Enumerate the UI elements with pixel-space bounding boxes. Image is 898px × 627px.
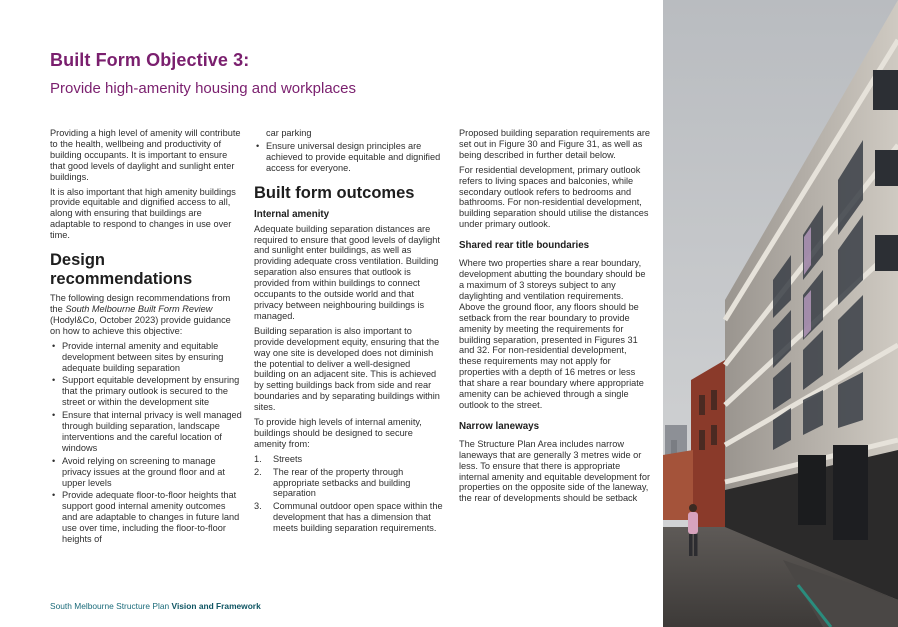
list-item bbox=[254, 467, 444, 500]
list-item: • Ensure that internal privacy is well managed through building separation, landscape interventions and the careful location of windows bbox=[50, 410, 242, 454]
shared-boundaries-paragraph: Where two properties share a rear boundary, development abutting the boundary should be a maximum of 3 storeys subject to any daylighting and ventilation requirements. Above the ground floor, any floors should be setback from the rear boundary to provide amenity by meeting the requirements for building separation, presented in Figures 31 and 32. For non-residential development, these requirements may not apply for properties with a depth of 16 metres or less that share a rear boundary where appropriate amenity can be achieved through a single outlook to the street. bbox=[459, 258, 646, 410]
list-item: • Support equitable development by ensuring that the primary outlook is secured to the street or within the development site bbox=[50, 375, 242, 408]
design-intro-text-end: (Hodyl&Co, October 2023) provide guidance on how to achieve this objective: bbox=[50, 314, 231, 336]
page-title: Built Form Objective 3: bbox=[50, 50, 250, 70]
page-subtitle: Provide high-amenity housing and workplaces bbox=[50, 80, 357, 97]
column-1 bbox=[50, 128, 242, 549]
shared-rear-title-boundaries-heading: Shared rear title boundaries bbox=[459, 240, 590, 252]
list-item-text: Streets bbox=[273, 453, 303, 464]
separation-paragraph-2: For residential development, primary outlook refers to living spaces and balconies, while secondary outlook refers to bedrooms and bathrooms. For non-residential development, building separation should utilise the distances under primary outlook. bbox=[459, 164, 649, 230]
list-item bbox=[254, 501, 444, 534]
universal-design-list bbox=[254, 141, 444, 174]
design-intro-reference: South Melbourne Built Form Review bbox=[65, 303, 213, 314]
list-item: • Provide adequate floor-to-floor heights that support good internal amenity outcomes and are adaptable to changes in future land use over time, including the floor-to-floor heights of bbox=[50, 490, 242, 545]
list-continuation: car parking bbox=[266, 128, 312, 138]
internal-amenity-paragraph-2: Building separation is also important to provide development equity, ensuring that the way one site is developed does not diminish the potential to deliver a well-designed building on an adjacent site. This is achieved by setting buildings back from side and rear boundaries and by separating buildings within sites. bbox=[254, 325, 440, 413]
list-item: • Avoid relying on screening to manage privacy issues at the ground floor and at upper levels bbox=[50, 456, 242, 489]
built-form-outcomes-heading: Built form outcomes bbox=[254, 183, 415, 202]
list-item-text: The rear of the property through appropriate setbacks and building separation bbox=[273, 466, 411, 499]
list-number: 3. bbox=[254, 501, 262, 512]
footer-section: Vision and Framework bbox=[171, 601, 261, 611]
design-intro bbox=[50, 293, 242, 337]
list-item: • Provide internal amenity and equitable development between sites by ensuring adequate building separation bbox=[50, 341, 242, 374]
amenity-sources-list bbox=[254, 454, 444, 534]
laneway-photo-illustration bbox=[663, 0, 898, 627]
narrow-laneways-heading: Narrow laneways bbox=[459, 420, 540, 432]
design-recommendations-heading: Design recommendations bbox=[50, 251, 193, 289]
list-item: • Ensure universal design principles are achieved to provide equitable and dignified access for everyone. bbox=[254, 141, 444, 174]
column-3 bbox=[459, 128, 651, 508]
list-number: 1. bbox=[254, 453, 262, 464]
internal-amenity-heading: Internal amenity bbox=[254, 208, 330, 220]
laneway-photo bbox=[663, 0, 898, 627]
intro-paragraph-1: Providing a high level of amenity will contribute to the health, wellbeing and productivity of building occupants. It is important to ensure that good levels of daylight and sunlight enter buildings. bbox=[50, 128, 241, 182]
narrow-laneways-paragraph: The Structure Plan Area includes narrow laneways that are generally 3 metres wide or less. To ensure that there is appropriate internal amenity and equitable development for properties on the opposite side of the laneway, the rear of developments should be setback bbox=[459, 438, 651, 504]
design-intro-text: The following design recommendations from the bbox=[50, 293, 231, 314]
list-number: 2. bbox=[254, 466, 262, 477]
intro-paragraph-2: It is also important that high amenity buildings provide equitable and dignified access to all, along with ensuring that buildings are adaptable to respond to changes in use over time. bbox=[50, 186, 236, 241]
separation-paragraph-1: Proposed building separation requirements are set out in Figure 30 and Figure 31, as well as being described in further detail below. bbox=[459, 128, 651, 160]
list-item-text: Communal outdoor open space within the development that has a dimension that meets building separation requirements. bbox=[273, 501, 443, 534]
page-footer bbox=[50, 601, 261, 611]
list-item bbox=[254, 454, 444, 465]
internal-amenity-paragraph-3: To provide high levels of internal amenity, buildings should be designed to secure amenity from: bbox=[254, 417, 422, 449]
column-2 bbox=[254, 128, 444, 536]
footer-publication: South Melbourne Structure Plan bbox=[50, 601, 172, 611]
design-recommendations-list bbox=[50, 341, 242, 545]
internal-amenity-paragraph-1: Adequate building separation distances are required to ensure that good levels of daylight and sunlight enter buildings, as well as providing adequate cross ventilation. Building separation also ensures that outlook is provided from within buildings to connect occupants to the outside world and that privacy between neighbouring buildings is managed. bbox=[254, 223, 440, 321]
